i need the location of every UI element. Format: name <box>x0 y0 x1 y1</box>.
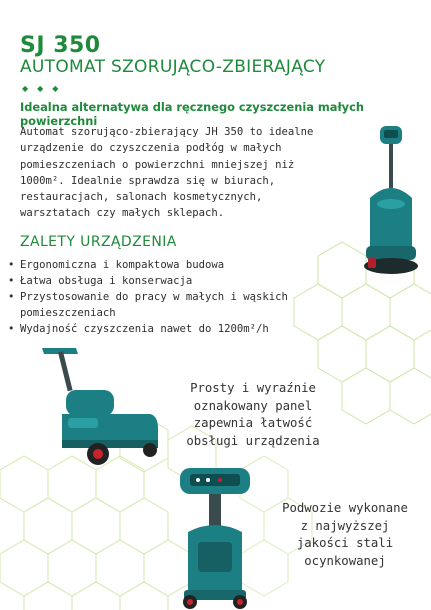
advantage-text: Przystosowanie do pracy w małych i wąskich pomieszczeniach <box>20 291 288 319</box>
product-type-title: AUTOMAT SZORUJĄCO-ZBIERAJĄCY <box>20 57 326 77</box>
machine-panel-photo <box>176 462 254 610</box>
product-description: Automat szorująco-zbierający JH 350 to idealne urządzenie do czyszczenia podłóg w małych pomieszczeniach o powierzchni mniejszej niż 1000m². Idealnie sprawdza się w biurach, restauracjach, salonach kosmetycznych, warsztatach czy małych sklepach. <box>20 126 314 220</box>
bullet-icon: • <box>8 275 15 287</box>
advantage-text: Łatwa obsługa i konserwacja <box>20 275 193 287</box>
advantages-heading: ZALETY URZĄDZENIA <box>20 234 177 250</box>
machine-side-photo <box>38 340 164 470</box>
bullet-icon: • <box>8 259 15 271</box>
diamond-divider: ◆◆◆ <box>22 84 68 93</box>
advantage-item <box>8 273 328 289</box>
tagline: Idealna alternatywa dla ręcznego czyszczenia małych powierzchni <box>20 100 364 128</box>
advantage-item <box>8 289 328 321</box>
advantage-item <box>8 321 328 337</box>
chassis-caption: Podwozie wykonane z najwyższej jakości stali ocynkowanej <box>282 501 408 568</box>
advantage-item <box>8 257 328 273</box>
advantage-text: Wydajność czyszczenia nawet do 1200m²/h <box>20 323 269 335</box>
machine-front-photo <box>360 120 418 280</box>
advantage-text: Ergonomiczna i kompaktowa budowa <box>20 259 225 271</box>
model-name: SJ 350 <box>20 33 101 58</box>
bullet-icon: • <box>8 291 15 303</box>
advantages-list <box>8 257 328 337</box>
panel-caption: Prosty i wyraźnie oznakowany panel zapewnia łatwość obsługi urządzenia <box>186 381 320 448</box>
bullet-icon: • <box>8 323 15 335</box>
